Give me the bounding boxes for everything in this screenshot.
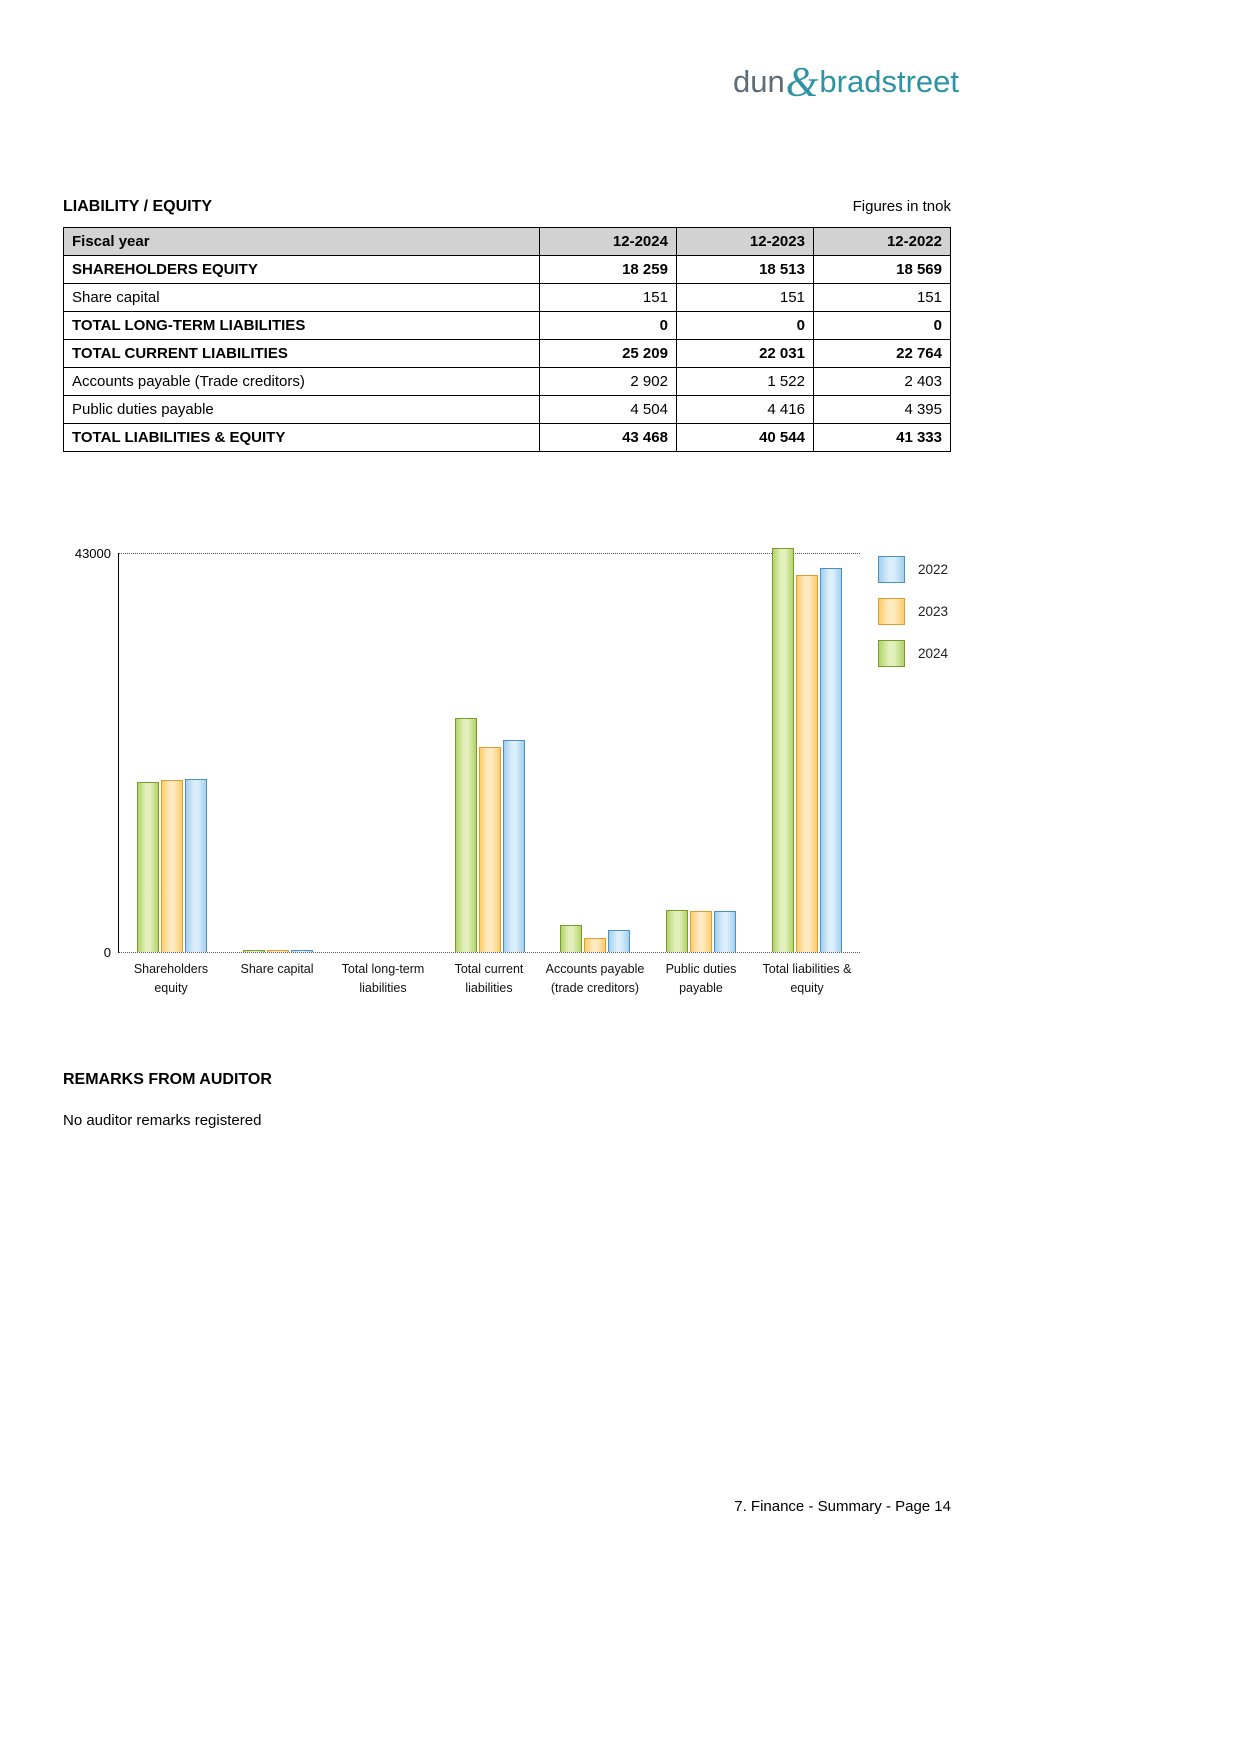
bar-2022 — [185, 779, 207, 952]
row-value: 4 416 — [676, 396, 813, 424]
category-label-line: (trade creditors) — [550, 981, 640, 996]
bar-2024 — [243, 950, 265, 952]
category-label — [542, 960, 648, 999]
bar-2023 — [161, 780, 183, 952]
row-value: 151 — [813, 284, 950, 312]
table-row — [64, 368, 951, 396]
col-header-fiscal-year: Fiscal year — [64, 228, 540, 256]
bar-group — [542, 925, 648, 952]
bar-2023 — [267, 950, 289, 952]
row-value: 1 522 — [676, 368, 813, 396]
bar-2023 — [690, 911, 712, 952]
liability-equity-bar-chart — [63, 540, 1178, 1010]
liability-equity-table — [63, 227, 951, 452]
table-row — [64, 396, 951, 424]
table-row — [64, 256, 951, 284]
row-value: 18 569 — [813, 256, 950, 284]
table-body — [64, 256, 951, 452]
table-row — [64, 424, 951, 452]
row-value: 2 902 — [539, 368, 676, 396]
row-value: 22 764 — [813, 340, 950, 368]
bar-2024 — [137, 782, 159, 952]
remarks-section — [63, 1071, 272, 1129]
row-value: 0 — [676, 312, 813, 340]
category-label-line: Accounts payable — [545, 962, 645, 976]
remarks-body: No auditor remarks registered — [63, 1112, 262, 1129]
legend-item-2023 — [878, 598, 948, 625]
legend-label: 2022 — [918, 562, 949, 577]
bar-2023 — [796, 575, 818, 952]
row-value: 4 504 — [539, 396, 676, 424]
row-value: 40 544 — [676, 424, 813, 452]
bar-2023 — [584, 938, 606, 952]
chart-plot-area — [118, 553, 860, 953]
page-footer: 7. Finance - Summary - Page 14 — [734, 1498, 951, 1515]
chart-legend — [878, 556, 948, 667]
bar-group — [754, 548, 860, 952]
y-axis-max-label: 43000 — [74, 546, 111, 561]
col-header-year: 12-2022 — [813, 228, 950, 256]
chart-category-labels — [118, 960, 860, 999]
category-label — [224, 960, 330, 999]
legend-label: 2023 — [918, 604, 949, 619]
category-label-line: Total current — [454, 962, 524, 976]
category-label-line: Share capital — [240, 962, 314, 976]
bar-2024 — [666, 910, 688, 952]
row-value: 18 259 — [539, 256, 676, 284]
row-label: Public duties payable — [64, 396, 540, 424]
bar-group — [648, 910, 754, 952]
row-value: 2 403 — [813, 368, 950, 396]
row-label: SHAREHOLDERS EQUITY — [64, 256, 540, 284]
legend-item-2022 — [878, 556, 948, 583]
bar-2022 — [820, 568, 842, 952]
logo-text-bradstreet: bradstreet — [819, 64, 959, 99]
category-label-line: Total liabilities & — [762, 962, 852, 976]
category-label-line: payable — [679, 981, 723, 996]
col-header-year: 12-2023 — [676, 228, 813, 256]
category-label — [648, 960, 754, 999]
col-header-year: 12-2024 — [539, 228, 676, 256]
category-label-line: liabilities — [359, 981, 407, 996]
bar-group — [225, 950, 331, 952]
category-label — [330, 960, 436, 999]
legend-item-2024 — [878, 640, 948, 667]
bar-2024 — [560, 925, 582, 952]
row-value: 151 — [539, 284, 676, 312]
row-label: Share capital — [64, 284, 540, 312]
bar-2022 — [714, 911, 736, 952]
bar-2022 — [291, 950, 313, 952]
row-label: Accounts payable (Trade creditors) — [64, 368, 540, 396]
category-label-line: equity — [154, 981, 188, 996]
row-value: 4 395 — [813, 396, 950, 424]
row-value: 18 513 — [676, 256, 813, 284]
category-label — [754, 960, 860, 999]
table-row — [64, 284, 951, 312]
bar-2024 — [772, 548, 794, 952]
legend-swatch-2024 — [878, 640, 905, 667]
category-label-line: Total long-term — [341, 962, 425, 976]
row-value: 0 — [539, 312, 676, 340]
unit-note: Figures in tnok — [852, 198, 951, 215]
logo-text-dun: dun — [733, 64, 785, 99]
category-label-line: equity — [790, 981, 824, 996]
bar-2023 — [479, 747, 501, 952]
chart-groups — [119, 553, 860, 952]
category-label-line: Shareholders — [133, 962, 209, 976]
bar-group — [437, 718, 543, 953]
legend-swatch-2023 — [878, 598, 905, 625]
y-axis-min-label: 0 — [103, 945, 111, 960]
bar-2022 — [608, 930, 630, 952]
row-value: 41 333 — [813, 424, 950, 452]
bar-group — [119, 779, 225, 952]
section-header — [63, 198, 951, 216]
row-value: 25 209 — [539, 340, 676, 368]
category-label-line: Public duties — [665, 962, 737, 976]
row-value: 43 468 — [539, 424, 676, 452]
table-row — [64, 312, 951, 340]
legend-swatch-2022 — [878, 556, 905, 583]
table-header-row — [64, 228, 951, 256]
category-label — [436, 960, 542, 999]
bar-2024 — [455, 718, 477, 953]
table-row — [64, 340, 951, 368]
bar-2022 — [503, 740, 525, 952]
dnb-logo — [733, 60, 959, 106]
row-value: 0 — [813, 312, 950, 340]
category-label-line: liabilities — [465, 981, 513, 996]
row-label: TOTAL LONG-TERM LIABILITIES — [64, 312, 540, 340]
remarks-title: REMARKS FROM AUDITOR — [63, 1071, 272, 1088]
category-label — [118, 960, 224, 999]
legend-label: 2024 — [918, 646, 949, 661]
row-label: TOTAL LIABILITIES & EQUITY — [64, 424, 540, 452]
logo-ampersand-icon: & — [785, 60, 819, 106]
row-value: 22 031 — [676, 340, 813, 368]
row-value: 151 — [676, 284, 813, 312]
section-title: LIABILITY / EQUITY — [63, 198, 213, 215]
row-label: TOTAL CURRENT LIABILITIES — [64, 340, 540, 368]
